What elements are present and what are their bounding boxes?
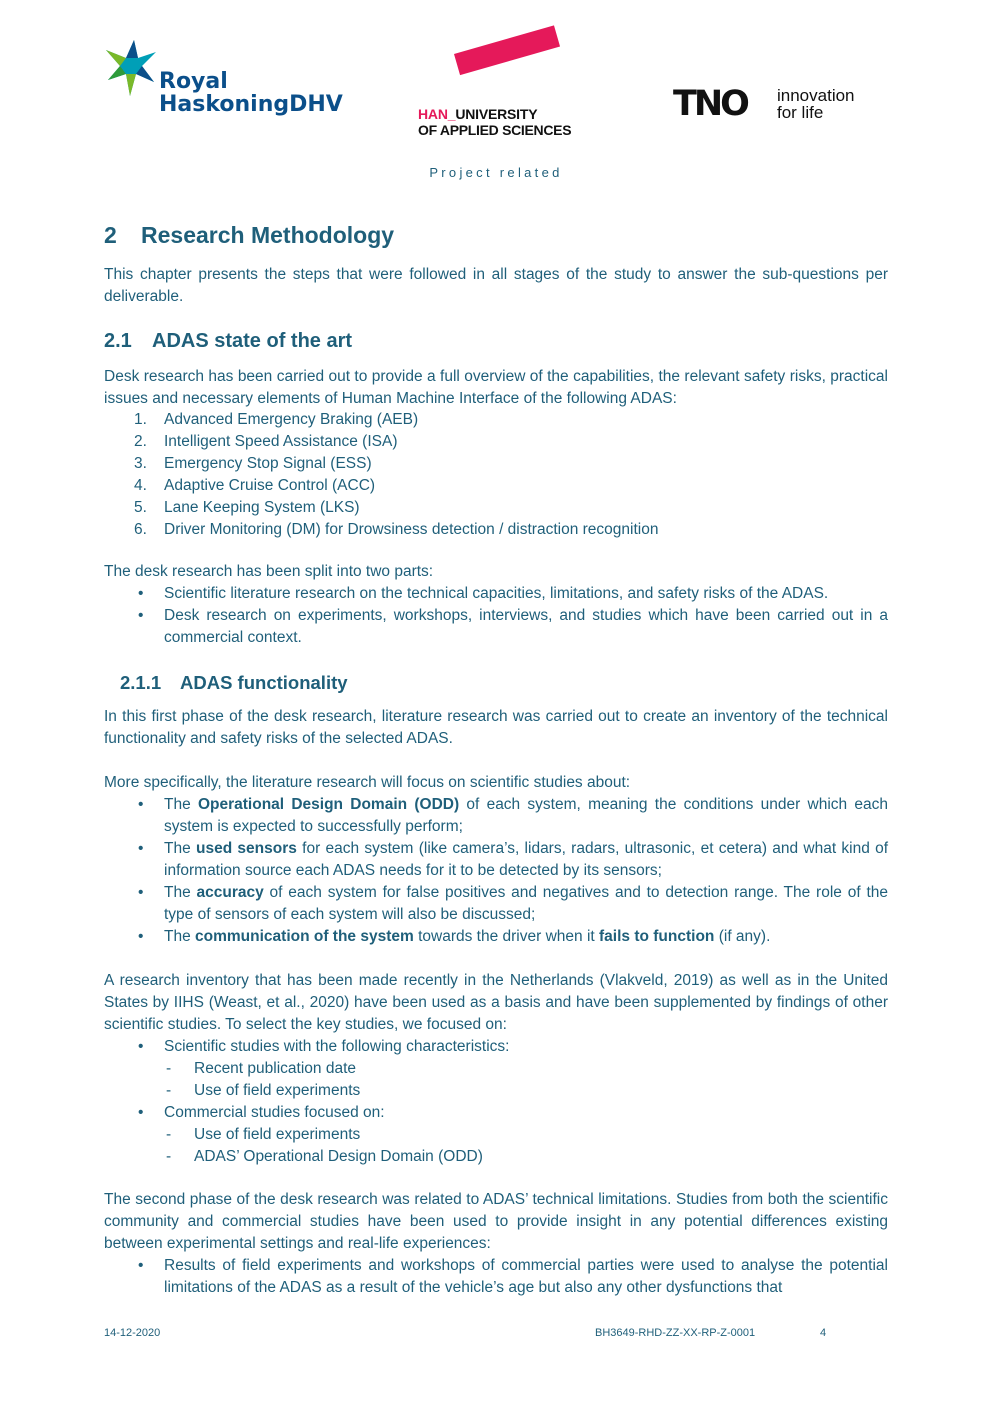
tno-logo-line2: for life xyxy=(777,103,824,122)
list-item: • Results of field experiments and workshops of commercial parties were used to analyse the potential limitations of the ADAS as a result of the vehicle’s age but also any other dysfunctions that xyxy=(138,1257,888,1296)
section-2-1-1-number: 2.1.1 xyxy=(120,672,162,693)
tno-logo-mark: TNO xyxy=(673,84,747,124)
adas-list xyxy=(104,409,888,541)
list-item: 5. Lane Keeping System (LKS) xyxy=(134,499,360,516)
functionality-para2: More specifically, the literature research will focus on scientific studies about: xyxy=(104,774,631,791)
han-logo-bar xyxy=(454,25,560,75)
section-2-1-title: ADAS state of the art xyxy=(152,330,353,352)
list-item: 3. Emergency Stop Signal (ESS) xyxy=(134,455,372,472)
chapter-number: 2 xyxy=(104,222,117,248)
tno-logo-line1: innovation xyxy=(777,86,855,105)
section-2-1-number: 2.1 xyxy=(104,330,132,352)
royal-haskoningdhv-logo xyxy=(104,38,344,120)
section-2-1-1-title: ADAS functionality xyxy=(180,672,348,693)
footer-doc-ref: BH3649-RHD-ZZ-XX-RP-Z-0001 xyxy=(595,1327,756,1339)
chapter-intro: This chapter presents the steps that were followed in all stages of the study to answer the sub-questions per deliverable. xyxy=(104,266,888,305)
list-item: • The used sensors for each system (like camera’s, lidars, radars, ultrasonic, et cetera) and what kind of information source each ADAS needs for it to be detected by its sensors; xyxy=(138,840,889,879)
limitations-list xyxy=(104,1255,888,1299)
list-item: • Scientific literature research on the technical capacities, limitations, and safety risks of the ADAS. xyxy=(138,585,829,602)
han-logo-prefix: HAN_ xyxy=(418,106,456,122)
footer-date: 14-12-2020 xyxy=(104,1327,161,1339)
rhdhv-logo-line2: HaskoningDHV xyxy=(159,92,343,117)
split-list xyxy=(104,583,888,649)
han-logo-line1: UNIVERSITY xyxy=(455,106,538,122)
list-item: 4. Adaptive Cruise Control (ACC) xyxy=(134,477,376,494)
list-item: 2. Intelligent Speed Assistance (ISA) xyxy=(134,433,398,450)
chapter-title: Research Methodology xyxy=(141,222,395,248)
list-item: • Commercial studies focused on: xyxy=(138,1104,385,1121)
section-2-1-intro: Desk research has been carried out to provide a full overview of the capabilities, the relevant safety risks, practical issues and necessary elements of Human Machine Interface of the following ADAS: xyxy=(104,368,888,407)
list-item: • Scientific studies with the following characteristics: xyxy=(138,1038,510,1055)
tno-logo xyxy=(673,86,883,126)
key-studies-list xyxy=(104,1036,888,1168)
functionality-para4: The second phase of the desk research was related to ADAS’ technical limitations. Studies from both the scientific community and commercial studies have been used to provide insight in any potential differences existing between experimental settings and real-life experiences: xyxy=(104,1191,888,1252)
list-item: - Recent publication date xyxy=(166,1060,357,1077)
list-item: • The accuracy of each system for false positives and negatives and to detection range. The role of the type of sensors of each system will also be discussed; xyxy=(138,884,888,923)
section-2-1-heading xyxy=(104,330,352,353)
list-item: • The Operational Design Domain (ODD) of each system, meaning the conditions under which each system is expected to successfully perform; xyxy=(138,796,889,835)
section-2-1-1-heading xyxy=(120,672,348,694)
han-university-logo xyxy=(418,40,578,140)
list-item: - Use of field experiments xyxy=(166,1126,361,1143)
classification-label: Project related xyxy=(429,165,563,180)
list-item: - ADAS’ Operational Design Domain (ODD) xyxy=(166,1148,483,1165)
list-item: 1. Advanced Emergency Braking (AEB) xyxy=(134,411,419,428)
split-intro: The desk research has been split into two parts: xyxy=(104,563,434,580)
rhdhv-star-icon xyxy=(104,38,160,100)
focus-list xyxy=(104,794,888,948)
functionality-para3: A research inventory that has been made recently in the Netherlands (Vlakveld, 2019) as well as in the United States by IIHS (Weast, et al., 2020) have been used as a basis and have been supplemented by findings of other scientific studies. To select the key studies, we focused on: xyxy=(104,972,888,1033)
footer-page-number: 4 xyxy=(820,1327,827,1339)
functionality-para1: In this first phase of the desk research, literature research was carried out to create an inventory of the technical functionality and safety risks of the selected ADAS. xyxy=(104,708,888,747)
list-item: 6. Driver Monitoring (DM) for Drowsiness detection / distraction recognition xyxy=(134,521,659,538)
rhdhv-logo-line1: Royal xyxy=(159,69,228,94)
chapter-heading xyxy=(104,222,394,249)
list-item: • Desk research on experiments, workshops, interviews, and studies which have been carried out in a commercial context. xyxy=(138,607,888,646)
list-item: • The communication of the system towards the driver when it fails to function (if any). xyxy=(138,928,771,945)
han-logo-line2: OF APPLIED SCIENCES xyxy=(418,122,572,138)
list-item: - Use of field experiments xyxy=(166,1082,361,1099)
